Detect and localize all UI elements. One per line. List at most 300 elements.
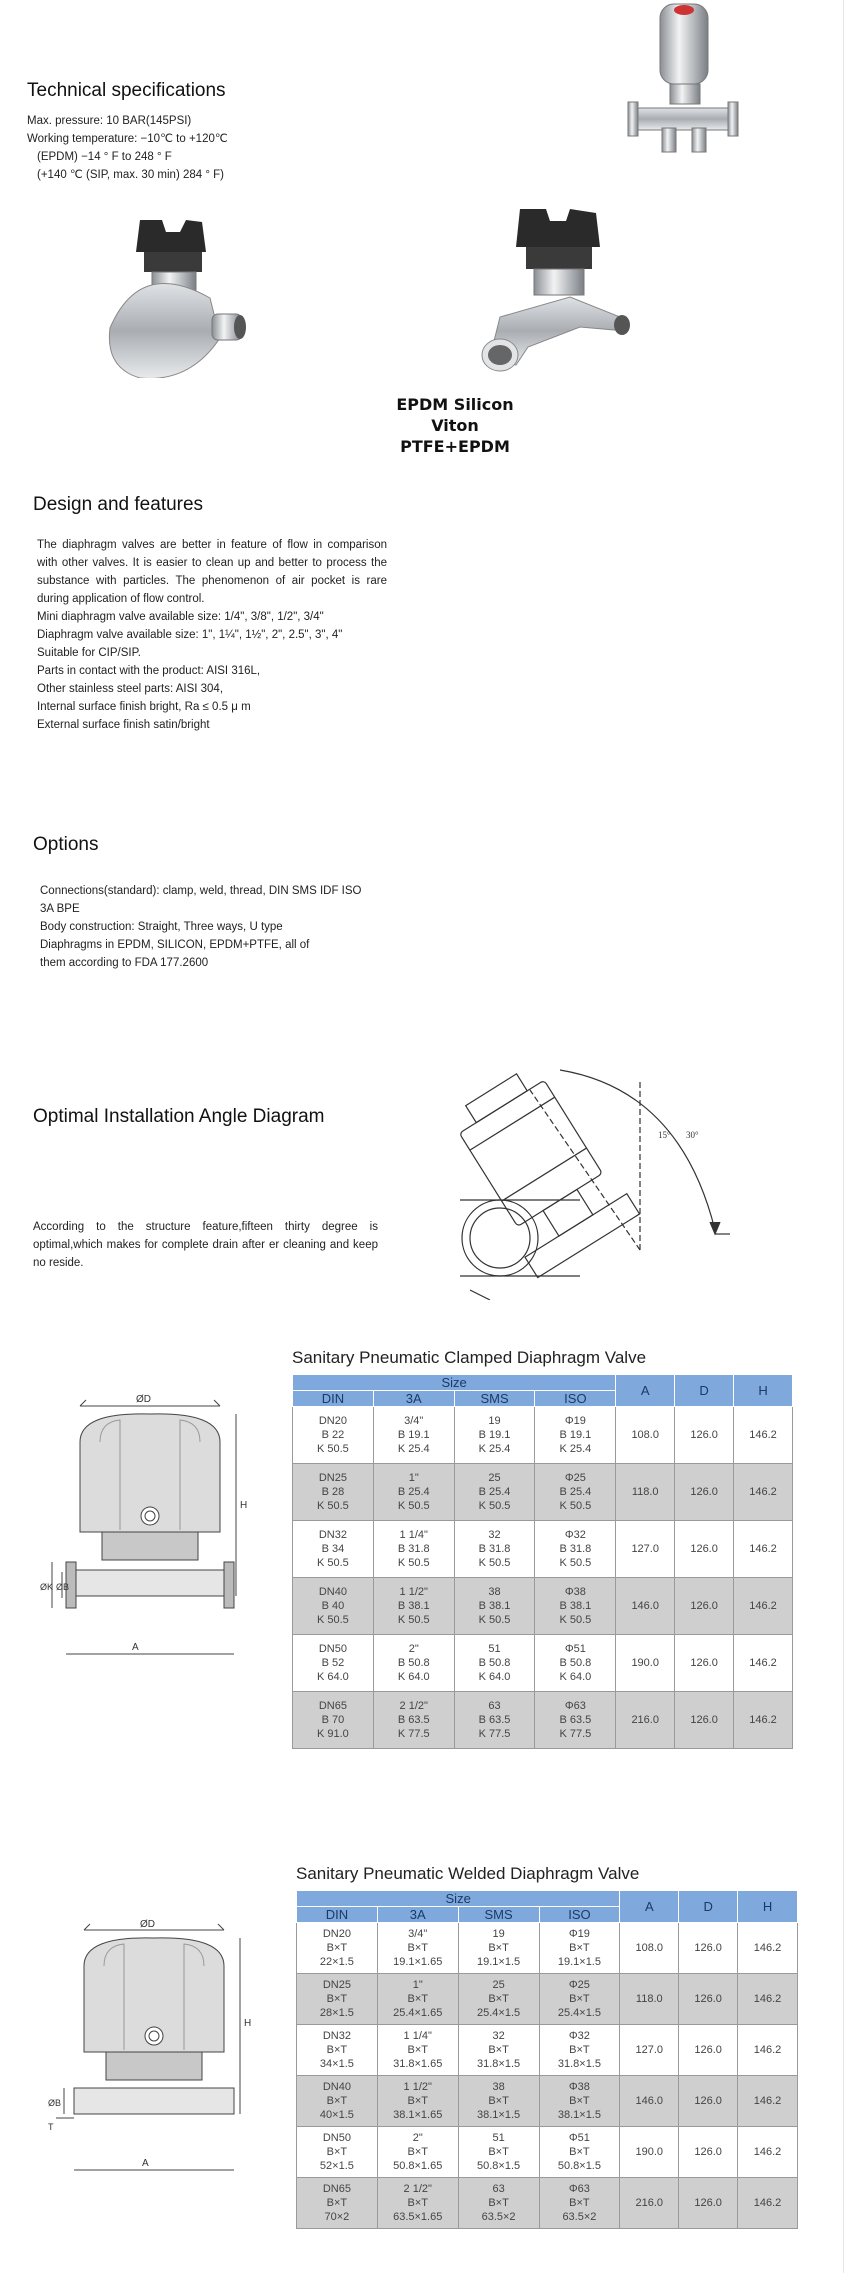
size-cell-line: Φ51 xyxy=(564,1643,586,1655)
size-cell-line: 19.1×1.5 xyxy=(477,1956,521,1968)
col-header-d: D xyxy=(679,1891,738,1923)
size-cell-iso xyxy=(535,1521,616,1578)
size-cell-sms xyxy=(454,1578,535,1635)
size-cell-line: B 63.5 xyxy=(478,1714,511,1726)
size-cell-din xyxy=(297,2076,378,2127)
size-cell-line: B×T xyxy=(488,2197,509,2209)
dim-od-label: ØD xyxy=(140,1919,155,1930)
size-cell-line: 2" xyxy=(412,2132,423,2144)
design-intro: The diaphragm valves are better in feature of flow in comparison with other valves. It is easier to clean up and better to process the substance with particles. The phenomenon of air pocket is rare during application of flow control. xyxy=(37,539,387,605)
size-cell-din xyxy=(297,2127,378,2178)
dim-cell-h: 146.2 xyxy=(734,1692,793,1749)
size-cell-line: K 77.5 xyxy=(478,1728,511,1740)
size-cell-line: B×T xyxy=(569,1993,590,2005)
size-cell-line: 51 xyxy=(492,2132,505,2144)
dim-cell-a: 216.0 xyxy=(616,1692,675,1749)
size-cell-line: 38 xyxy=(488,1586,501,1598)
size-cell-line: B×T xyxy=(569,2197,590,2209)
size-cell-a3 xyxy=(373,1635,454,1692)
size-cell-line: 50.8×1.5 xyxy=(557,2160,601,2172)
material-caption xyxy=(390,394,520,457)
size-cell-line: B×T xyxy=(569,1942,590,1954)
tech-spec-list xyxy=(27,112,228,184)
size-cell-line: 63 xyxy=(492,2183,505,2195)
options-line: Body construction: Straight, Three ways, U type xyxy=(40,921,283,933)
size-cell-line: B 50.8 xyxy=(478,1657,511,1669)
dim-cell-a: 108.0 xyxy=(620,1923,679,1974)
size-cell-line: DN50 xyxy=(318,1643,347,1655)
size-cell-iso xyxy=(535,1692,616,1749)
dim-cell-d: 126.0 xyxy=(679,2076,738,2127)
size-cell-line: 63.5×2 xyxy=(481,2211,516,2223)
dim-cell-h: 146.2 xyxy=(738,2025,798,2076)
size-cell-line: B 31.8 xyxy=(478,1543,511,1555)
size-cell-sms xyxy=(458,1974,539,2025)
size-cell-din xyxy=(293,1464,374,1521)
dim-k-label: ØK xyxy=(40,1582,54,1592)
tank-bottom-valve-photo xyxy=(100,218,250,378)
size-cell-iso xyxy=(535,1578,616,1635)
size-cell-line: B 50.8 xyxy=(559,1657,592,1669)
size-cell-a3 xyxy=(373,1578,454,1635)
size-cell-line: 31.8×1.5 xyxy=(477,2058,521,2070)
size-cell-line: 38.1×1.65 xyxy=(393,2109,443,2121)
size-cell-line: B 25.4 xyxy=(478,1486,511,1498)
size-cell-sms xyxy=(458,2076,539,2127)
design-line: Mini diaphragm valve available size: 1/4", 3/8", 1/2", 3/4" xyxy=(37,611,324,623)
size-cell-line: 19.1×1.65 xyxy=(393,1956,443,1968)
size-cell-line: B 63.5 xyxy=(559,1714,592,1726)
size-cell-line: 19.1×1.5 xyxy=(557,1956,601,1968)
dim-cell-h: 146.2 xyxy=(734,1635,793,1692)
size-cell-line: B 50.8 xyxy=(397,1657,430,1669)
size-cell-line: DN65 xyxy=(318,1700,347,1712)
size-cell-line: 1 1/2" xyxy=(399,1586,428,1598)
dim-cell-a: 118.0 xyxy=(616,1464,675,1521)
options-line: 3A BPE xyxy=(40,903,80,915)
size-cell-a3 xyxy=(377,2127,458,2178)
size-cell-din xyxy=(293,1692,374,1749)
dim-cell-d: 126.0 xyxy=(675,1521,734,1578)
size-cell-line: K 25.4 xyxy=(559,1443,592,1455)
caption-line-1: EPDM Silicon xyxy=(396,395,514,414)
options-line: them according to FDA 177.2600 xyxy=(40,957,209,969)
size-cell-line: K 25.4 xyxy=(478,1443,511,1455)
size-cell-line: B 25.4 xyxy=(397,1486,430,1498)
size-cell-line: K 64.0 xyxy=(559,1671,592,1683)
size-cell-line: B×T xyxy=(569,2146,590,2158)
size-cell-line: 25 xyxy=(492,1979,505,1991)
size-cell-line: 1 1/4" xyxy=(399,1529,428,1541)
size-cell-line: DN40 xyxy=(318,1586,347,1598)
size-cell-iso xyxy=(539,2127,620,2178)
tech-line: Working temperature: −10℃ to +120℃ xyxy=(27,133,228,145)
table-row xyxy=(297,1923,798,1974)
options-line: Connections(standard): clamp, weld, thread, DIN SMS IDF ISO xyxy=(40,885,362,897)
size-cell-line: Φ38 xyxy=(564,1586,586,1598)
size-cell-line: K 77.5 xyxy=(397,1728,430,1740)
size-cell-line: 63.5×2 xyxy=(562,2211,597,2223)
size-cell-line: 38.1×1.5 xyxy=(477,2109,521,2121)
size-cell-line: B×T xyxy=(326,2197,348,2209)
size-cell-line: DN32 xyxy=(318,1529,347,1541)
clamped-spec-table xyxy=(292,1374,793,1749)
size-cell-line: 51 xyxy=(488,1643,501,1655)
size-cell-a3 xyxy=(373,1407,454,1464)
size-cell-line: 3/4" xyxy=(404,1415,424,1427)
size-cell-line: Φ32 xyxy=(568,2030,590,2042)
size-cell-line: B 38.1 xyxy=(478,1600,511,1612)
size-cell-line: K 50.5 xyxy=(317,1500,349,1512)
welded-table-title: Sanitary Pneumatic Welded Diaphragm Valve xyxy=(296,1864,640,1883)
size-cell-iso xyxy=(535,1464,616,1521)
size-cell-sms xyxy=(458,2025,539,2076)
dim-cell-a: 108.0 xyxy=(616,1407,675,1464)
col-header-a: A xyxy=(620,1891,679,1923)
size-cell-a3 xyxy=(373,1692,454,1749)
size-cell-line: K 50.5 xyxy=(478,1614,511,1626)
size-cell-line: 25.4×1.65 xyxy=(393,2007,443,2019)
size-cell-line: B 28 xyxy=(321,1486,345,1498)
size-cell-line: K 91.0 xyxy=(317,1728,349,1740)
table-row xyxy=(297,2178,798,2229)
table-row xyxy=(293,1521,793,1578)
size-cell-line: K 64.0 xyxy=(397,1671,430,1683)
dim-cell-h: 146.2 xyxy=(738,1974,798,2025)
size-cell-line: B 22 xyxy=(321,1429,345,1441)
size-cell-line: B 19.1 xyxy=(478,1429,511,1441)
dim-a-label: A xyxy=(132,1642,139,1653)
size-cell-line: B 34 xyxy=(321,1543,345,1555)
dim-cell-d: 126.0 xyxy=(675,1578,734,1635)
dim-cell-a: 127.0 xyxy=(620,2025,679,2076)
elbow-valve-photo xyxy=(470,207,640,377)
dim-cell-h: 146.2 xyxy=(734,1464,793,1521)
dim-cell-d: 126.0 xyxy=(679,2178,738,2229)
size-cell-line: 25 xyxy=(488,1472,501,1484)
size-cell-sms xyxy=(454,1635,535,1692)
size-cell-line: K 50.5 xyxy=(317,1443,349,1455)
size-cell-line: 19 xyxy=(492,1928,505,1940)
size-cell-din xyxy=(297,1974,378,2025)
size-cell-din xyxy=(293,1521,374,1578)
col-header-h: H xyxy=(738,1891,798,1923)
size-cell-line: 2 1/2" xyxy=(403,2183,432,2195)
size-cell-din xyxy=(293,1635,374,1692)
dim-cell-d: 126.0 xyxy=(675,1692,734,1749)
size-cell-line: Φ63 xyxy=(564,1700,586,1712)
size-cell-line: B×T xyxy=(326,1942,348,1954)
size-cell-line: K 64.0 xyxy=(317,1671,349,1683)
size-cell-line: B×T xyxy=(569,2044,590,2056)
size-cell-din xyxy=(293,1578,374,1635)
size-cell-line: B 19.1 xyxy=(559,1429,592,1441)
size-cell-line: B 52 xyxy=(321,1657,345,1669)
dim-t-label: T xyxy=(48,2122,54,2132)
size-cell-line: 34×1.5 xyxy=(319,2058,354,2070)
angle-30-label: 30° xyxy=(686,1130,699,1140)
col-header-a: A xyxy=(616,1375,675,1407)
design-line: Internal surface finish bright, Ra ≤ 0.5 μ m xyxy=(37,701,251,713)
size-cell-line: 1 1/4" xyxy=(403,2030,432,2042)
size-cell-line: B×T xyxy=(326,2044,348,2056)
size-cell-line: B×T xyxy=(488,1993,509,2005)
welded-spec-table xyxy=(296,1890,798,2229)
dim-cell-h: 146.2 xyxy=(734,1521,793,1578)
size-cell-iso xyxy=(539,1974,620,2025)
size-cell-line: B×T xyxy=(569,2095,590,2107)
caption-line-2: Viton PTFE+EPDM xyxy=(400,416,510,456)
table-row xyxy=(293,1578,793,1635)
size-cell-line: 1" xyxy=(408,1472,419,1484)
size-cell-line: 19 xyxy=(488,1415,501,1427)
size-cell-sms xyxy=(454,1521,535,1578)
dim-od-label: ØD xyxy=(136,1394,151,1405)
tech-line: (+140 ℃ (SIP, max. 30 min) 284 ° F) xyxy=(37,169,224,181)
size-cell-line: DN20 xyxy=(322,1928,351,1940)
table-row xyxy=(297,1974,798,2025)
size-cell-line: B×T xyxy=(407,2044,428,2056)
table-row xyxy=(293,1464,793,1521)
size-cell-line: K 50.5 xyxy=(559,1614,592,1626)
dim-h-label: H xyxy=(244,2018,252,2029)
size-cell-line: B 25.4 xyxy=(559,1486,592,1498)
size-cell-line: 3/4" xyxy=(408,1928,428,1940)
size-cell-line: 32 xyxy=(488,1529,501,1541)
size-cell-line: K 50.5 xyxy=(317,1614,349,1626)
size-cell-a3 xyxy=(377,2025,458,2076)
size-cell-line: K 50.5 xyxy=(559,1557,592,1569)
size-cell-line: B 40 xyxy=(321,1600,345,1612)
size-cell-sms xyxy=(458,2178,539,2229)
size-cell-line: DN20 xyxy=(318,1415,347,1427)
size-cell-sms xyxy=(458,2127,539,2178)
size-cell-iso xyxy=(539,2076,620,2127)
size-cell-line: B×T xyxy=(326,2095,348,2107)
clamped-table-title: Sanitary Pneumatic Clamped Diaphragm Valve xyxy=(292,1348,647,1367)
size-cell-line: B×T xyxy=(488,1942,509,1954)
size-cell-line: B×T xyxy=(407,1942,428,1954)
col-header-din: DIN xyxy=(297,1907,378,1923)
dim-cell-a: 118.0 xyxy=(620,1974,679,2025)
dim-b-label: ØB xyxy=(48,2098,62,2108)
size-cell-line: 2" xyxy=(408,1643,419,1655)
size-cell-line: B×T xyxy=(407,1993,428,2005)
size-cell-iso xyxy=(539,1923,620,1974)
options-line: Diaphragms in EPDM, SILICON, EPDM+PTFE, all of xyxy=(40,939,310,951)
tech-heading: Technical specifications xyxy=(27,80,226,101)
angle-heading: Optimal Installation Angle Diagram xyxy=(33,1106,325,1127)
pneumatic-valve-photo xyxy=(622,0,742,160)
table-row xyxy=(297,2127,798,2178)
col-header-3a: 3A xyxy=(373,1391,454,1407)
size-cell-line: B 63.5 xyxy=(397,1714,430,1726)
size-cell-line: 31.8×1.65 xyxy=(393,2058,443,2070)
size-cell-line: K 50.5 xyxy=(397,1500,430,1512)
size-cell-line: 22×1.5 xyxy=(319,1956,354,1968)
dim-cell-h: 146.2 xyxy=(738,1923,798,1974)
size-cell-line: B×T xyxy=(326,1993,348,2005)
size-cell-line: 70×2 xyxy=(324,2211,350,2223)
dim-cell-d: 126.0 xyxy=(679,1923,738,1974)
size-cell-line: B×T xyxy=(326,2146,348,2158)
size-cell-line: B×T xyxy=(488,2095,509,2107)
installation-angle-diagram xyxy=(440,1050,750,1300)
design-line: Other stainless steel parts: AISI 304, xyxy=(37,683,224,695)
size-cell-line: Φ63 xyxy=(568,2183,590,2195)
size-cell-line: B×T xyxy=(488,2146,509,2158)
size-cell-line: B 31.8 xyxy=(559,1543,592,1555)
tech-line: (EPDM) −14 ° F to 248 ° F xyxy=(37,151,172,163)
size-cell-iso xyxy=(539,2178,620,2229)
size-cell-iso xyxy=(535,1407,616,1464)
size-cell-line: B×T xyxy=(488,2044,509,2056)
dim-cell-d: 126.0 xyxy=(679,1974,738,2025)
dim-cell-h: 146.2 xyxy=(738,2178,798,2229)
size-cell-din xyxy=(297,1923,378,1974)
size-cell-line: 52×1.5 xyxy=(319,2160,354,2172)
size-cell-line: 28×1.5 xyxy=(319,2007,354,2019)
size-cell-line: 1" xyxy=(412,1979,423,1991)
size-cell-line: 25.4×1.5 xyxy=(557,2007,601,2019)
dim-cell-a: 190.0 xyxy=(616,1635,675,1692)
size-cell-line: B 31.8 xyxy=(397,1543,430,1555)
size-cell-sms xyxy=(454,1464,535,1521)
size-cell-line: K 50.5 xyxy=(317,1557,349,1569)
options-list xyxy=(40,882,361,972)
size-cell-din xyxy=(297,2025,378,2076)
size-cell-a3 xyxy=(373,1521,454,1578)
dim-cell-d: 126.0 xyxy=(679,2127,738,2178)
welded-valve-drawing xyxy=(44,1918,254,2188)
size-cell-line: B×T xyxy=(407,2197,428,2209)
size-cell-line: B 38.1 xyxy=(559,1600,592,1612)
size-cell-line: Φ19 xyxy=(568,1928,590,1940)
size-cell-line: 31.8×1.5 xyxy=(557,2058,601,2070)
size-cell-line: K 25.4 xyxy=(397,1443,430,1455)
design-line: External surface finish satin/bright xyxy=(37,719,210,731)
options-heading: Options xyxy=(33,834,99,855)
dim-cell-h: 146.2 xyxy=(734,1578,793,1635)
dim-cell-d: 126.0 xyxy=(679,2025,738,2076)
design-line: Suitable for CIP/SIP. xyxy=(37,647,141,659)
size-cell-line: DN50 xyxy=(322,2132,351,2144)
dim-cell-a: 146.0 xyxy=(616,1578,675,1635)
col-header-d: D xyxy=(675,1375,734,1407)
col-header-h: H xyxy=(734,1375,793,1407)
size-cell-line: B×T xyxy=(407,2095,428,2107)
dim-cell-a: 146.0 xyxy=(620,2076,679,2127)
dim-cell-h: 146.2 xyxy=(738,2076,798,2127)
size-cell-line: K 50.5 xyxy=(397,1557,430,1569)
angle-text: According to the structure feature,fifteen thirty degree is optimal,which makes for complete drain after er cleaning and keep no reside. xyxy=(33,1221,378,1269)
size-cell-sms xyxy=(458,1923,539,1974)
angle-15-label: 15° xyxy=(658,1130,671,1140)
size-cell-line: Φ32 xyxy=(564,1529,586,1541)
size-cell-line: 50.8×1.5 xyxy=(477,2160,521,2172)
size-cell-line: 38.1×1.5 xyxy=(557,2109,601,2121)
size-cell-iso xyxy=(535,1635,616,1692)
size-cell-line: K 50.5 xyxy=(478,1557,511,1569)
size-cell-line: 63 xyxy=(488,1700,501,1712)
dim-a-label: A xyxy=(142,2158,149,2169)
size-cell-line: DN25 xyxy=(322,1979,351,1991)
col-header-sms: SMS xyxy=(454,1391,535,1407)
dim-cell-a: 127.0 xyxy=(616,1521,675,1578)
table-row xyxy=(297,2025,798,2076)
size-header: Size xyxy=(293,1375,616,1391)
size-cell-line: 2 1/2" xyxy=(399,1700,428,1712)
size-cell-a3 xyxy=(377,1974,458,2025)
dim-cell-h: 146.2 xyxy=(734,1407,793,1464)
dim-b-label: ØB xyxy=(56,1582,70,1592)
design-line: Diaphragm valve available size: 1", 1¼", 1½", 2", 2.5", 3", 4" xyxy=(37,629,343,641)
size-cell-line: 40×1.5 xyxy=(319,2109,354,2121)
size-cell-line: DN25 xyxy=(318,1472,347,1484)
table-row xyxy=(293,1692,793,1749)
size-cell-sms xyxy=(454,1407,535,1464)
size-cell-line: B 19.1 xyxy=(397,1429,430,1441)
size-cell-a3 xyxy=(377,1923,458,1974)
page-edge-line xyxy=(843,0,844,2273)
design-feature-list xyxy=(37,536,387,734)
size-cell-line: Φ51 xyxy=(568,2132,590,2144)
dim-cell-a: 216.0 xyxy=(620,2178,679,2229)
size-cell-a3 xyxy=(377,2076,458,2127)
size-cell-line: 63.5×1.65 xyxy=(393,2211,443,2223)
size-cell-din xyxy=(293,1407,374,1464)
table-row xyxy=(293,1635,793,1692)
dim-h-label: H xyxy=(240,1500,248,1511)
size-cell-line: K 50.5 xyxy=(478,1500,511,1512)
size-cell-line: B 70 xyxy=(321,1714,345,1726)
dim-cell-d: 126.0 xyxy=(675,1407,734,1464)
size-cell-line: 25.4×1.5 xyxy=(477,2007,521,2019)
col-header-iso: ISO xyxy=(539,1907,620,1923)
size-cell-line: 32 xyxy=(492,2030,505,2042)
size-cell-line: Φ19 xyxy=(564,1415,586,1427)
size-cell-line: Φ38 xyxy=(568,2081,590,2093)
design-line: Parts in contact with the product: AISI 316L, xyxy=(37,665,261,677)
size-cell-line: Φ25 xyxy=(564,1472,586,1484)
size-header: Size xyxy=(297,1891,620,1907)
size-cell-line: K 64.0 xyxy=(478,1671,511,1683)
size-cell-sms xyxy=(454,1692,535,1749)
size-cell-line: DN65 xyxy=(322,2183,351,2195)
size-cell-a3 xyxy=(377,2178,458,2229)
size-cell-line: 38 xyxy=(492,2081,505,2093)
size-cell-line: K 50.5 xyxy=(397,1614,430,1626)
size-cell-din xyxy=(297,2178,378,2229)
col-header-sms: SMS xyxy=(458,1907,539,1923)
dim-cell-d: 126.0 xyxy=(675,1464,734,1521)
size-cell-line: Φ25 xyxy=(568,1979,590,1991)
dim-cell-a: 190.0 xyxy=(620,2127,679,2178)
col-header-iso: ISO xyxy=(535,1391,616,1407)
size-cell-a3 xyxy=(373,1464,454,1521)
col-header-3a: 3A xyxy=(377,1907,458,1923)
size-cell-line: B 38.1 xyxy=(397,1600,430,1612)
size-cell-iso xyxy=(539,2025,620,2076)
size-cell-line: DN40 xyxy=(322,2081,351,2093)
table-row xyxy=(297,2076,798,2127)
tech-line: Max. pressure: 10 BAR(145PSI) xyxy=(27,115,192,127)
dim-cell-d: 126.0 xyxy=(675,1635,734,1692)
size-cell-line: 1 1/2" xyxy=(403,2081,432,2093)
clamped-valve-drawing xyxy=(40,1392,250,1672)
dim-cell-h: 146.2 xyxy=(738,2127,798,2178)
size-cell-line: 50.8×1.65 xyxy=(393,2160,443,2172)
